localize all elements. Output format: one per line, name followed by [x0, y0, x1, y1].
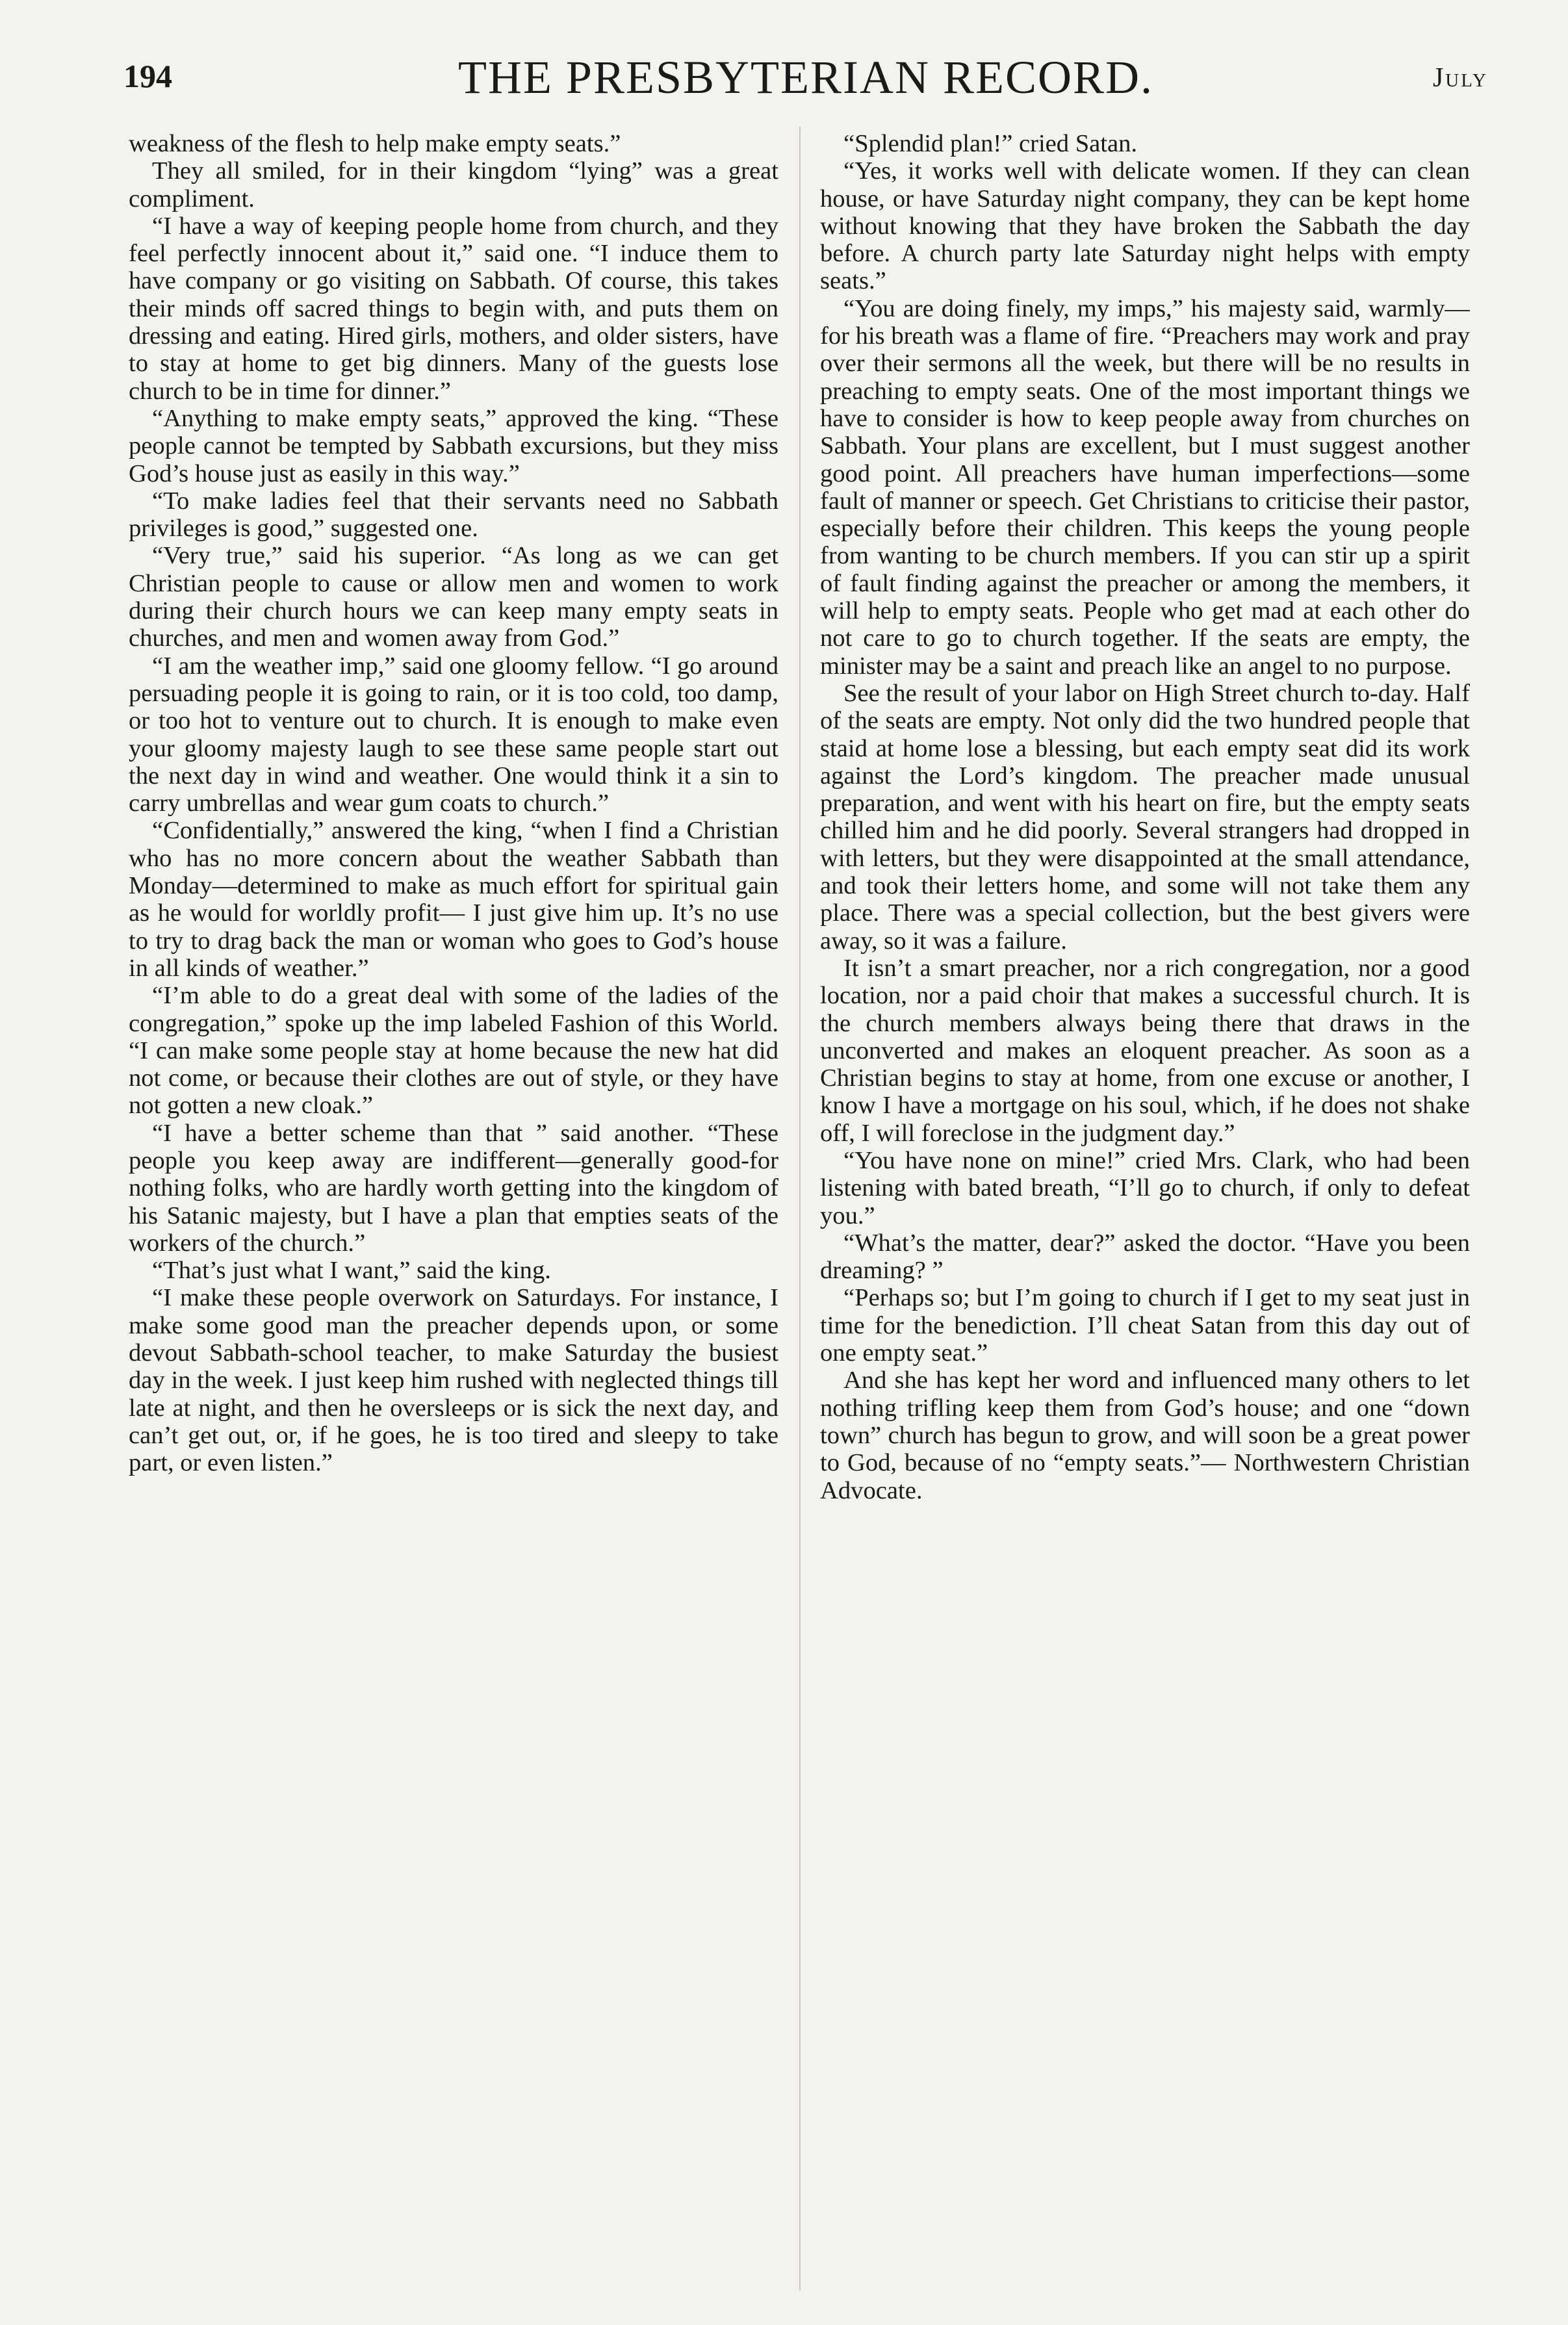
paragraph: “I have a way of keeping people home from church, and they feel perfectly innocent about it,” said one. “I induce them to have company or go visiting on Sabbath. Of course, this takes their minds off sacred things to begin with, and puts them on dressing and eating. Hired girls, mothers, and older sisters, have to stay at home to get big dinners. Many of the guests lose church to be in time for dinner.”	[129, 212, 778, 405]
paragraph: “Splendid plan!” cried Satan.	[843, 130, 1138, 157]
paragraph: “Anything to make empty seats,” approved the king. “These people cannot be tempted by Sabbath excursions, but they miss God’s house just as easily in this way.”	[129, 404, 778, 487]
paragraph: “I am the weather imp,” said one gloomy fellow. “I go around persuading people it is going to rain, or it is too cold, too damp, or too hot to venture out to church. It is enough to make even your gloomy majesty laugh to see these same people start out the next day in wind and weather. One would think it a sin to carry umbrellas and wear gum coats to church.”	[129, 652, 778, 817]
paragraph: “I have a better scheme than that ” said another. “These people you keep away are indifferent—generally good-for nothing folks, who are hardly worth getting into the kingdom of his Satanic majesty, but I have a plan that empties seats of the workers of the church.”	[129, 1119, 778, 1257]
paragraph: “To make ladies feel that their servants need no Sabbath privileges is good,” suggested one.	[129, 487, 778, 543]
column-divider	[799, 127, 801, 2291]
paragraph: weakness of the flesh to help make empty seats.”	[129, 130, 621, 157]
paragraph: “That’s just what I want,” said the king.	[152, 1257, 551, 1285]
paragraph: “I’m able to do a great deal with some of the ladies of the congregation,” spoke up the imp labeled Fashion of this World. “I can make some people stay at home because the new hat did not come, or because their clothes are out of style, or they have not gotten a new cloak.”	[129, 982, 778, 1120]
left-column	[129, 130, 778, 2294]
paragraph: They all smiled, for in their kingdom “lying” was a great compliment.	[129, 157, 778, 212]
paragraph: “Very true,” said his superior. “As long as we can get Christian people to cause or allow men and women to work during their church hours we can keep many empty seats in churches, and men and women away from God.”	[129, 542, 778, 652]
paragraph: “You are doing finely, my imps,” his majesty said, warmly—for his breath was a flame of fire. “Preachers may work and pray over their sermons all the week, but there will be no results in preaching to empty seats. One of the most important things we have to consider is how to keep people away from churches on Sabbath. Your plans are excellent, but I must suggest another good point. All preachers have human imperfections—some fault of manner or speech. Get Christians to criticise their pastor, especially before their children. This keeps the young people from wanting to be church members. If you can stir up a spirit of fault finding against the preacher or among the members, it will help to empty seats. People who get mad at each other do not care to go to church together. If the seats are empty, the minister may be a saint and preach like an angel to no purpose.	[820, 294, 1470, 680]
paragraph: “Perhaps so; but I’m going to church if I get to my seat just in time for the benediction. I’ll cheat Satan from this day out of one empty seat.”	[820, 1284, 1470, 1367]
paragraph: And she has kept her word and influenced many others to let nothing trifling keep them from God’s house; and one “down town” church has begun to grow, and will soon be a great power to God, because of no “empty seats.”— Northwestern Christian Advocate.	[820, 1367, 1470, 1504]
paragraph: It isn’t a smart preacher, nor a rich congregation, nor a good location, nor a paid choir that makes a successful church. It is the church members always being there that draws in the unconverted and makes an eloquent preacher. As soon as a Christian begins to stay at home, from one excuse or another, I know I have a mortgage on his soul, which, if he does not shake off, I will foreclose in the judgment day.”	[820, 954, 1470, 1147]
page-header	[123, 51, 1488, 109]
paragraph: “Confidentially,” answered the king, “when I find a Christian who has no more concern about the weather Sabbath than Monday—determined to make as much effort for spiritual gain as he would for worldly profit— I just give him up. It’s no use to try to drag back the man or woman who goes to God’s house in all kinds of weather.”	[129, 817, 778, 982]
masthead-title: THE PRESBYTERIAN RECORD.	[457, 51, 1154, 103]
paragraph: “Yes, it works well with delicate women. If they can clean house, or have Saturday night company, they can be kept home without knowing that they have broken the Sabbath the day before. A church party late Saturday night helps with empty seats.”	[820, 157, 1470, 295]
issue-month: July	[1432, 63, 1488, 93]
page-number: 194	[123, 58, 172, 94]
paragraph: See the result of your labor on High Street church to-day. Half of the seats are empty. Not only did the two hundred people that staid at home lose a blessing, but each empty seat did its work against the Lord’s kingdom. The preacher made unusual preparation, and went with his heart on fire, but the empty seats chilled him and he did poorly. Several strangers had dropped in with letters, but they were disappointed at the small attendance, and took their letters home, and some will not take them any place. There was a special collection, but the best givers were away, so it was a failure.	[820, 679, 1470, 955]
paragraph: “I make these people overwork on Saturdays. For instance, I make some good man the preacher depends upon, or some devout Sabbath-school teacher, to make Saturday the busiest day in the week. I just keep him rushed with neglected things till late at night, and then he oversleeps or is sick the next day, and can’t get out, or, if he goes, he is too tired and sleepy to take part, or even listen.”	[129, 1284, 778, 1477]
paragraph: “You have none on mine!” cried Mrs. Clark, who had been listening with bated breath, “I’ll go to church, if only to defeat you.”	[820, 1146, 1470, 1229]
paragraph: “What’s the matter, dear?” asked the doctor. “Have you been dreaming? ”	[820, 1229, 1470, 1285]
right-column	[820, 130, 1470, 2294]
